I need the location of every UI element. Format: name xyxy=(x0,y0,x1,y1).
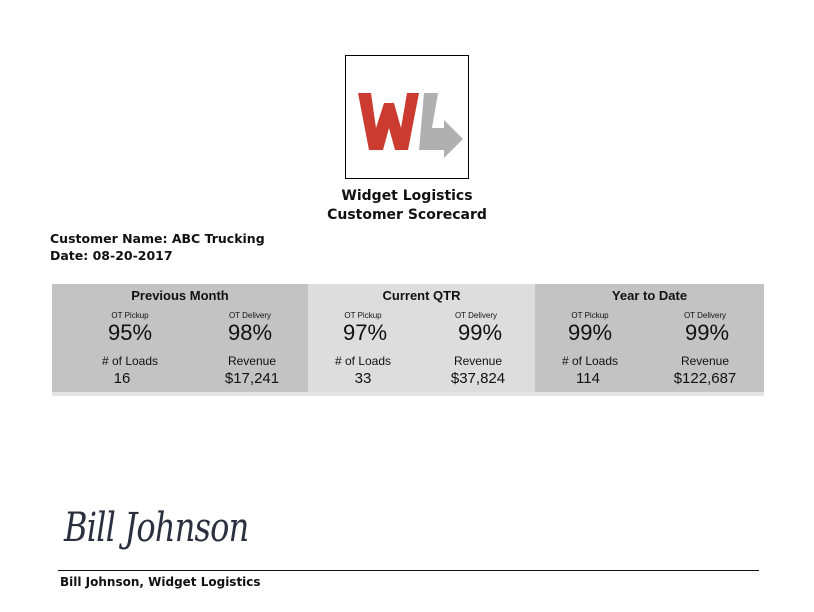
report-date: Date: 08-20-2017 xyxy=(50,248,173,263)
logo-l-arrow xyxy=(419,93,463,158)
handwritten-signature: Bill Johnson xyxy=(64,505,249,551)
logo-w xyxy=(358,93,419,150)
ot-delivery-label: OT Delivery xyxy=(228,311,272,320)
loads-value: 16 xyxy=(113,370,131,387)
revenue-value: $122,687 xyxy=(673,370,737,387)
panel-title: Year to Date xyxy=(611,288,688,303)
panel-title: Previous Month xyxy=(131,288,229,303)
loads-label: # of Loads xyxy=(334,354,392,368)
ot-delivery-label: OT Delivery xyxy=(683,311,727,320)
table-shadow xyxy=(52,392,764,396)
revenue-label: Revenue xyxy=(227,354,277,368)
panel-previous-month xyxy=(52,284,308,392)
ot-pickup-label: OT Pickup xyxy=(344,311,382,320)
loads-label: # of Loads xyxy=(101,354,159,368)
ot-pickup-value: 97% xyxy=(342,320,388,345)
ot-pickup-label: OT Pickup xyxy=(111,311,149,320)
ot-delivery-label: OT Delivery xyxy=(454,311,498,320)
revenue-value: $37,824 xyxy=(450,370,506,387)
company-title: Widget Logistics xyxy=(341,188,473,204)
panel-year-to-date xyxy=(535,284,764,392)
ot-delivery-value: 99% xyxy=(457,320,503,345)
signature-caption: Bill Johnson, Widget Logistics xyxy=(60,575,261,589)
customer-name: Customer Name: ABC Trucking xyxy=(50,231,265,246)
ot-delivery-value: 99% xyxy=(684,320,730,345)
panel-current-qtr xyxy=(308,284,535,392)
report-title: Customer Scorecard xyxy=(327,207,487,223)
signature-line xyxy=(58,570,759,571)
company-logo xyxy=(345,55,469,179)
panel-title: Current QTR xyxy=(382,288,461,303)
ot-pickup-value: 95% xyxy=(107,320,153,345)
ot-delivery-value: 98% xyxy=(227,320,273,345)
revenue-label: Revenue xyxy=(453,354,503,368)
wl-logo-icon xyxy=(346,56,468,178)
loads-value: 33 xyxy=(354,370,372,387)
ot-pickup-label: OT Pickup xyxy=(571,311,609,320)
ot-pickup-value: 99% xyxy=(567,320,613,345)
revenue-value: $17,241 xyxy=(224,370,280,387)
revenue-label: Revenue xyxy=(680,354,730,368)
loads-value: 114 xyxy=(576,370,600,387)
loads-label: # of Loads xyxy=(561,354,619,368)
